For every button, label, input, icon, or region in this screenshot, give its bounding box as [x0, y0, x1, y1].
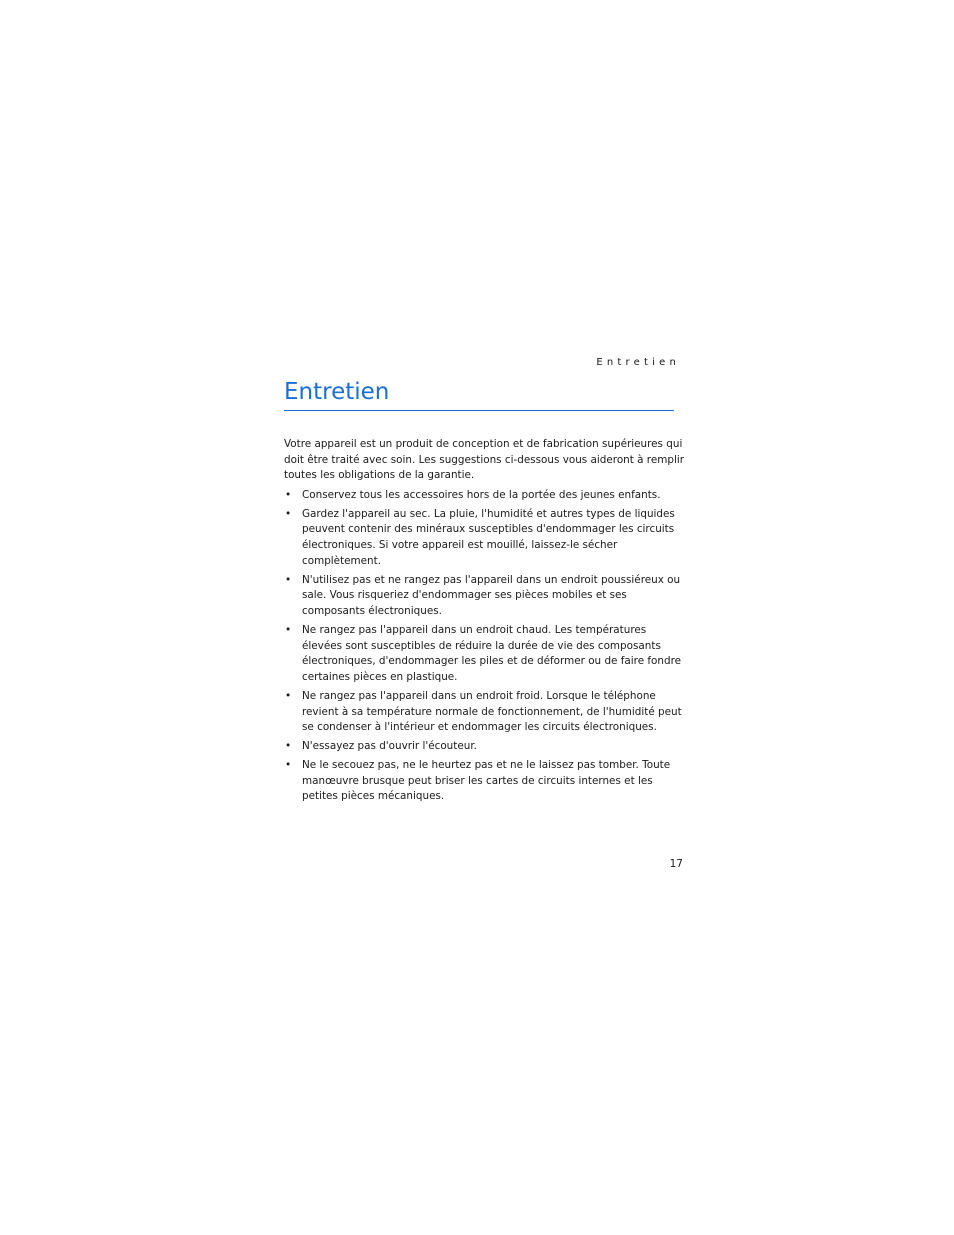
list-item: [284, 507, 686, 569]
intro-paragraph: Votre appareil est un produit de conception et de fabrication supérieures qui doit être traité avec soin. Les suggestions ci-dessous vous aideront à remplir toutes les obligations de la garantie.: [284, 438, 685, 482]
page-number: 17: [669, 858, 683, 870]
list-item-text: N'utilisez pas et ne rangez pas l'appareil dans un endroit poussiéreux ou sale. Vous risqueriez d'endommager ses pièces mobiles et ses composants électroniques.: [302, 573, 681, 617]
list-item: [284, 739, 686, 755]
page-title: Entretien: [284, 379, 390, 405]
list-item-text: Ne rangez pas l'appareil dans un endroit froid. Lorsque le téléphone revient à sa température normale de fonctionnement, de l'humidité peut se condenser à l'intérieur et endommager les circuits électroniques.: [302, 689, 682, 734]
bullet-icon: •: [285, 573, 292, 586]
list-item-text: Conservez tous les accessoires hors de la portée des jeunes enfants.: [302, 488, 661, 501]
list-item: [284, 689, 686, 736]
bullet-icon: •: [285, 488, 292, 501]
list-item: [284, 623, 686, 685]
bullet-icon: •: [285, 507, 292, 520]
list-item-text: N'essayez pas d'ouvrir l'écouteur.: [302, 740, 477, 753]
body-content: [284, 437, 686, 809]
care-list: [284, 488, 686, 805]
title-rule: [284, 410, 674, 411]
list-item-text: Ne rangez pas l'appareil dans un endroit chaud. Les températures élevées sont susceptibles de réduire la durée de vie des composants électroniques, d'endommager les piles et de déformer ou de faire fondre certaines pièces en plastique.: [302, 624, 682, 683]
bullet-icon: •: [285, 624, 292, 637]
list-item: [284, 758, 686, 805]
bullet-icon: •: [285, 759, 292, 772]
list-item: [284, 488, 686, 504]
running-header: Entretien: [596, 357, 680, 368]
list-item-text: Ne le secouez pas, ne le heurtez pas et ne le laissez pas tomber. Toute manœuvre brusque peut briser les cartes de circuits internes et les petites pièces mécaniques.: [302, 759, 671, 803]
bullet-icon: •: [285, 740, 292, 753]
list-item-text: Gardez l'appareil au sec. La pluie, l'humidité et autres types de liquides peuvent contenir des minéraux susceptibles d'endommager les circuits électroniques. Si votre appareil est mouillé, laissez-le sécher complètement.: [302, 507, 675, 567]
list-item: [284, 573, 686, 620]
bullet-icon: •: [285, 689, 292, 702]
